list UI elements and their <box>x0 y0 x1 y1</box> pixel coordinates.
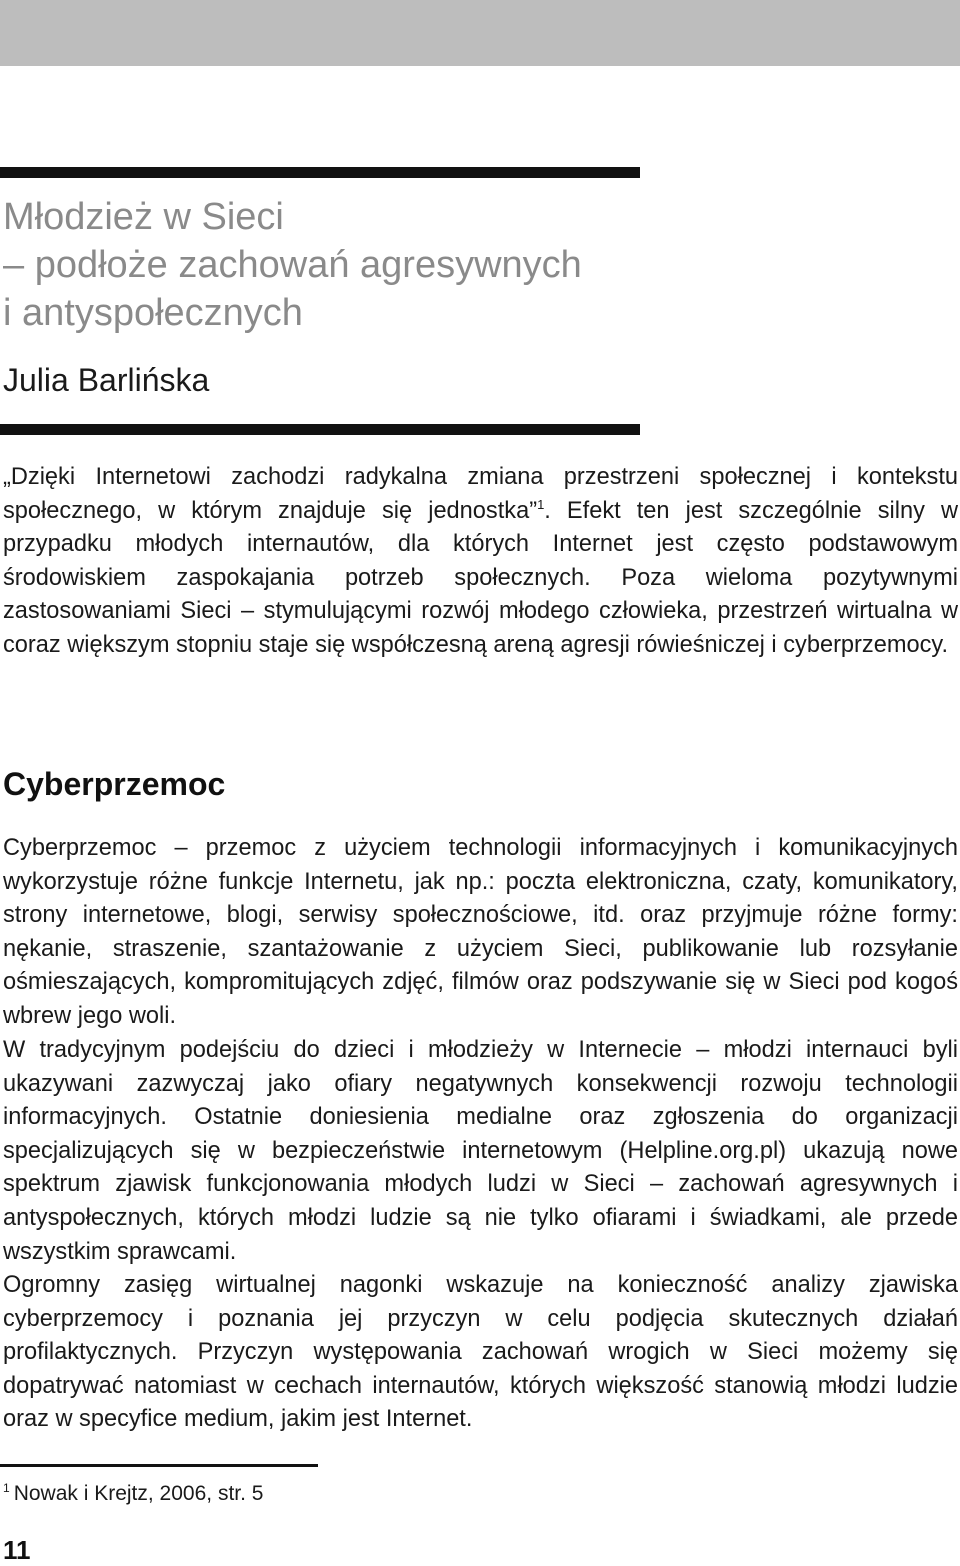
header-band <box>0 0 960 66</box>
author-name: Julia Barlińska <box>3 362 210 398</box>
footnote-reference[interactable]: 1 <box>537 496 545 512</box>
title-line-3: i antyspołecznych <box>3 292 303 334</box>
footnote-number: 1 <box>3 1481 10 1495</box>
page-title <box>3 193 582 337</box>
intro-quote: „Dzięki Internetowi zachodzi radykalna zmiana przestrzeni społecznej i kontekstu społecznego, w którym znajduje się jednostka” <box>3 464 958 524</box>
section-heading: Cyberprzemoc <box>3 766 226 802</box>
body-paragraph-1: Cyberprzemoc – przemoc z użyciem technologii informacyjnych i komunikacyjnych wykorzystuje różne funkcje Internetu, jak np.: poczta elektroniczna, czaty, komunikatory, strony internetowe, blogi, serwisy społecznościowe, itd. oraz przyjmuje różne formy: nękanie, straszenie, szantażowanie z użyciem Sieci, publikowanie lub rozsyłanie ośmieszających, kompromitujących zdjęć, filmów oraz podszywanie się w Sieci pod kogoś wbrew jego woli. <box>3 835 958 1029</box>
title-line-1: Młodzież w Sieci <box>3 196 284 238</box>
footnote-separator <box>0 1464 318 1467</box>
body-paragraph-2: W tradycyjnym podejściu do dzieci i młodzieży w Internecie – młodzi internauci byli ukazywani zazwyczaj jako ofiary negatywnych konsekwencji rozwoju technologii informacyjnych. Ostatnie doniesienia medialne oraz zgłoszenia do organizacji specjalizujących się w bezpieczeństwie internetowym (Helpline.org.pl) ukazują nowe spektrum zjawisk funkcjonowania młodych ludzi w Sieci – zachowań agresywnych i antyspołecznych, których młodzi ludzie są nie tylko ofiarami i świadkami, ale przede wszystkim sprawcami. <box>3 1037 958 1265</box>
title-bottom-rule <box>0 424 640 435</box>
title-top-rule <box>0 167 640 178</box>
title-line-2: – podłoże zachowań agresywnych <box>3 244 582 286</box>
footnote <box>3 1479 263 1509</box>
body-paragraph-3: Ogromny zasięg wirtualnej nagonki wskazuje na konieczność analizy zjawiska cyberprzemocy i poznania jej przyczyn w celu podjęcia skutecznych działań profilaktycznych. Przyczyn występowania zachowań wrogich w Sieci możemy się dopatrywać natomiast w cechach internautów, których większość stanowią młodzi ludzie oraz w specyfice medium, jakim jest Internet. <box>3 1272 958 1433</box>
footnote-text: Nowak i Krejtz, 2006, str. 5 <box>13 1482 264 1505</box>
page-number: 11 <box>3 1535 31 1565</box>
intro-paragraph <box>3 461 958 663</box>
intro-text: . Efekt ten jest szczególnie silny w przypadku młodych internautów, dla których Internet jest często podstawowym środowiskiem zaspokajania potrzeb społecznych. Poza wieloma pozytywnymi zastosowaniami Sieci – stymulującymi rozwój młodego człowieka, przestrzeń wirtualna w coraz większym stopniu staje się współczesną areną agresji rówieśniczej i cyberprzemocy. <box>3 497 958 658</box>
